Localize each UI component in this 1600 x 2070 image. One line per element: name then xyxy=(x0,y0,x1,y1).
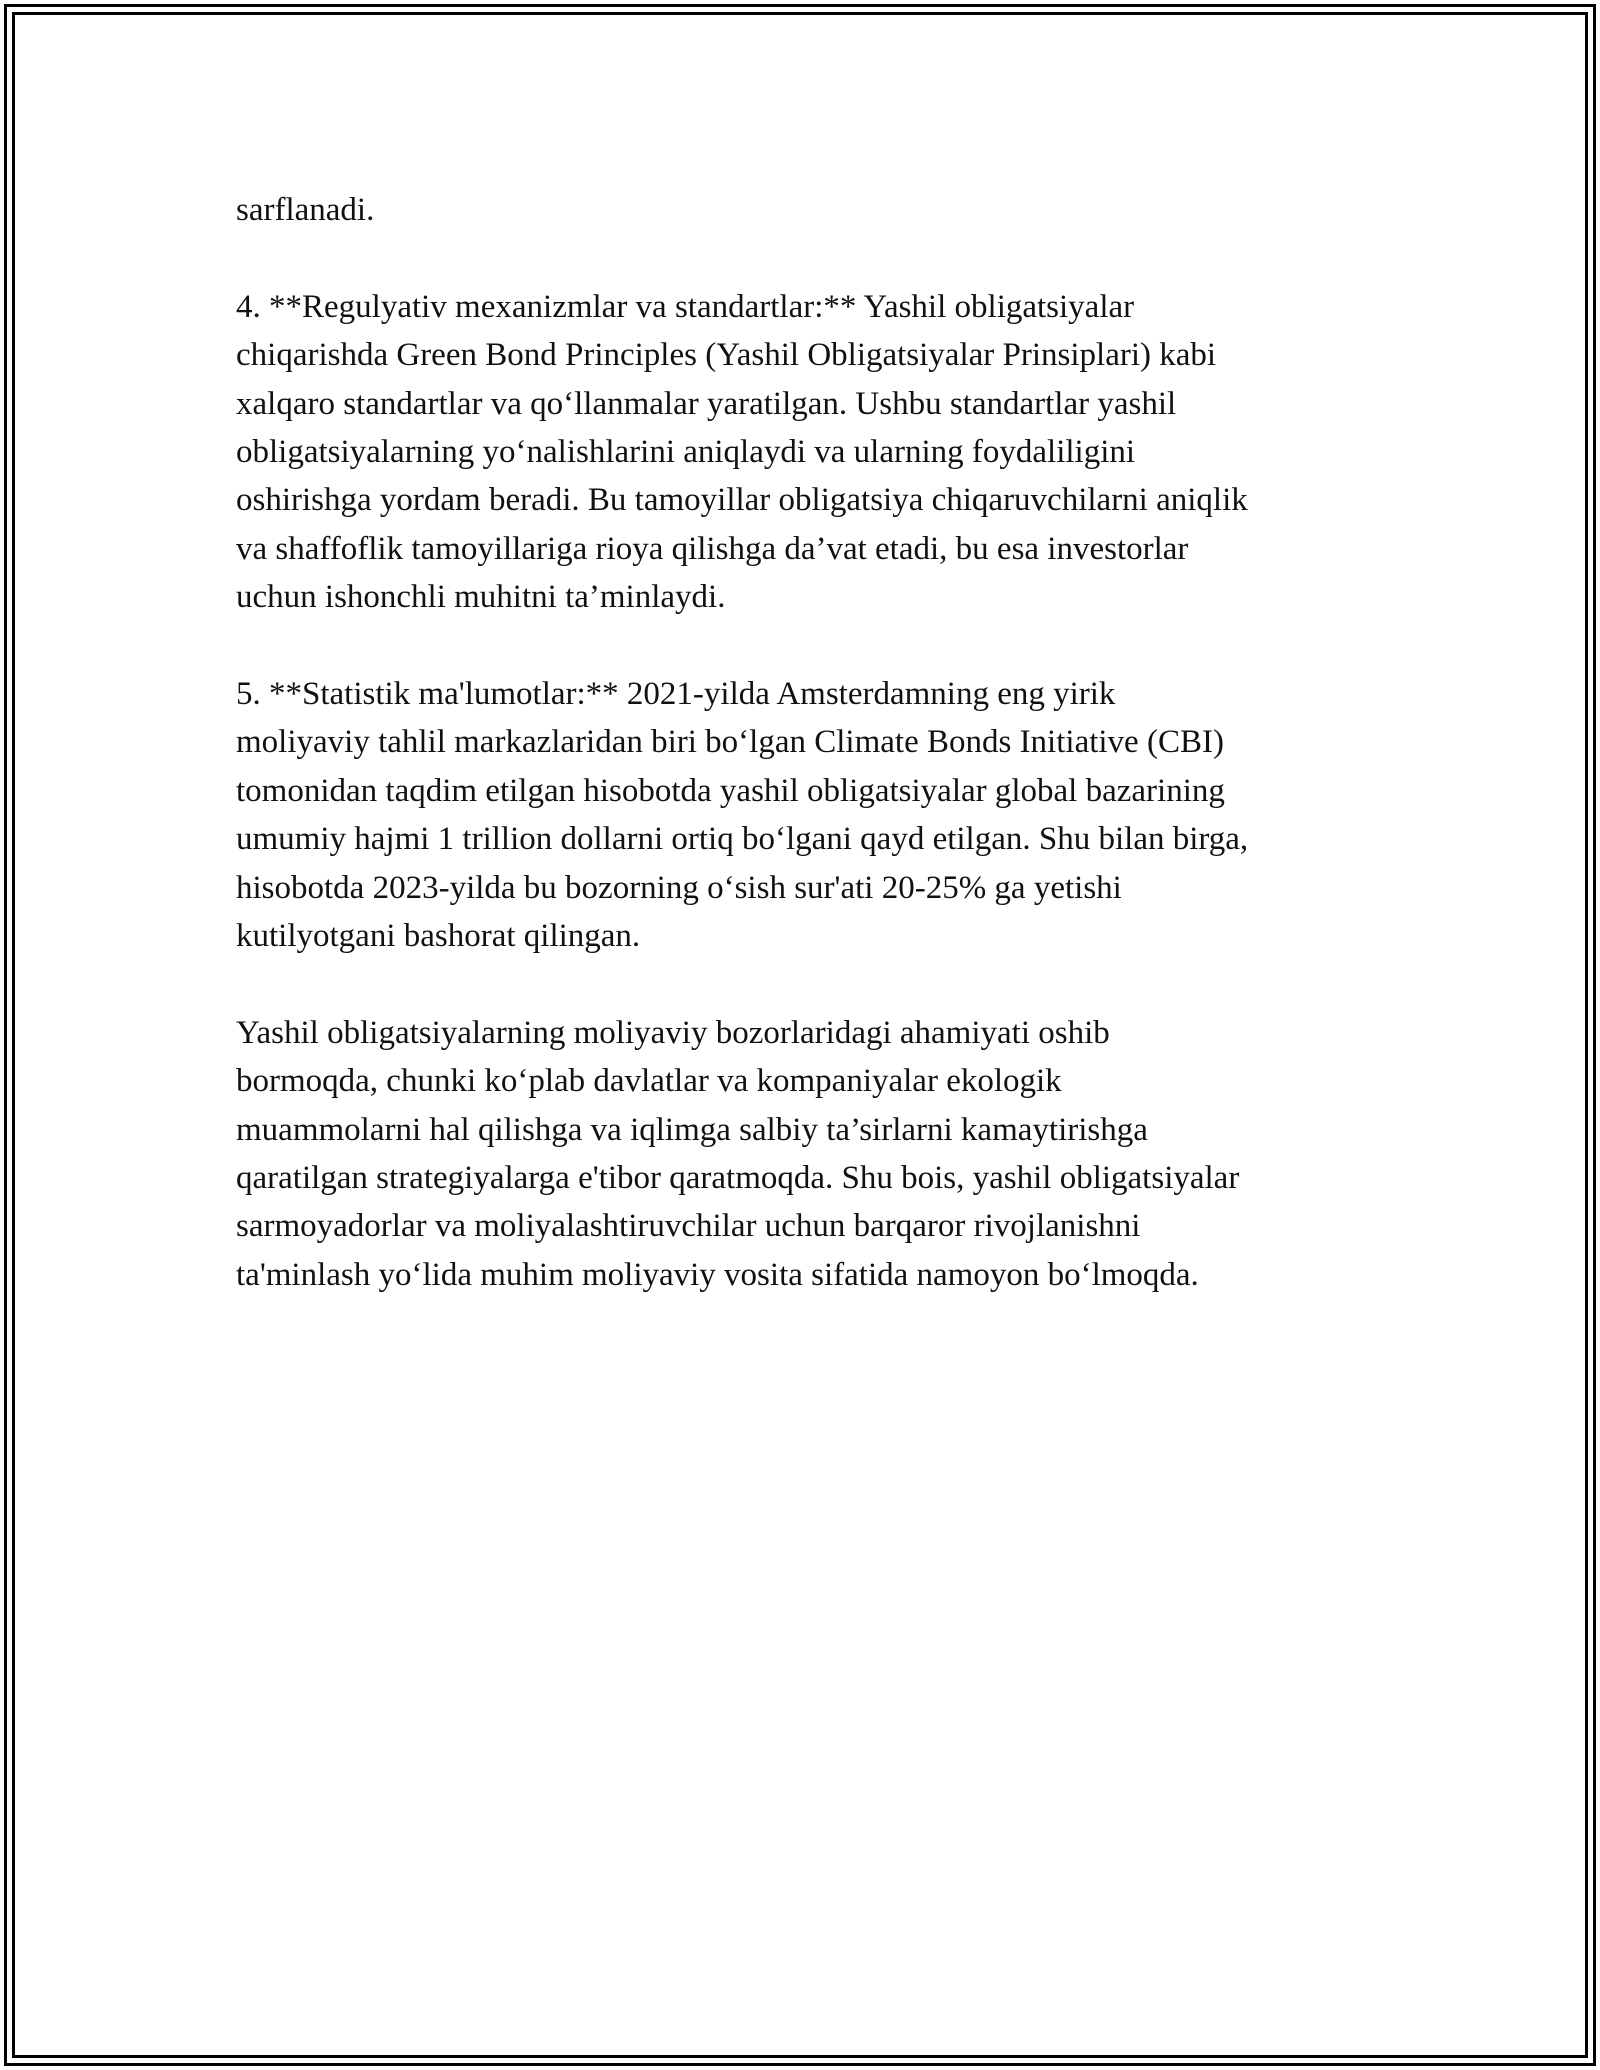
text-line: obligatsiyalarning yo‘nalishlarini aniqlaydi va ularning foydaliligini xyxy=(236,434,1136,471)
text-line: sarflanadi. xyxy=(236,192,375,228)
paragraph-regulatory-mechanisms xyxy=(236,283,1366,622)
text-line: ta'minlash yo‘lida muhim moliyaviy vosita sifatida namoyon bo‘lmoqda. xyxy=(236,1256,1199,1293)
text-line: 5. **Statistik ma'lumotlar:** 2021-yilda Amsterdamning eng yirik xyxy=(236,676,1116,713)
text-line: Yashil obligatsiyalarning moliyaviy bozorlaridagi ahamiyati oshib xyxy=(236,1014,1110,1051)
document-body xyxy=(236,186,1366,1348)
text-line: qaratilgan strategiyalarga e'tibor qaratmoqda. Shu bois, yashil obligatsiyalar xyxy=(236,1160,1240,1197)
text-line: kutilyotgani bashorat qilingan. xyxy=(236,918,641,955)
text-line: chiqarishda Green Bond Principles (Yashil Obligatsiyalar Prinsiplari) kabi xyxy=(236,337,1217,374)
text-line: uchun ishonchli muhitni ta’minlaydi. xyxy=(236,579,726,616)
text-line: va shaffoflik tamoyillariga rioya qilishga da’vat etadi, bu esa investorlar xyxy=(236,530,1189,567)
text-line: moliyaviy tahlil markazlaridan biri bo‘lgan Climate Bonds Initiative (CBI) xyxy=(236,724,1224,761)
paragraph-statistics xyxy=(236,670,1366,960)
paragraph-conclusion xyxy=(236,1009,1366,1299)
text-line: 4. **Regulyativ mexanizmlar va standartlar:** Yashil obligatsiyalar xyxy=(236,288,1135,325)
text-line: sarmoyadorlar va moliyalashtiruvchilar uchun barqaror rivojlanishni xyxy=(236,1208,1141,1245)
paragraph-continuation xyxy=(236,186,1366,234)
text-line: tomonidan taqdim etilgan hisobotda yashil obligatsiyalar global bazarining xyxy=(236,772,1225,809)
text-line: oshirishga yordam beradi. Bu tamoyillar obligatsiya chiqaruvchilarni aniqlik xyxy=(236,482,1248,519)
text-line: muammolarni hal qilishga va iqlimga salbiy ta’sirlarni kamaytirishga xyxy=(236,1111,1148,1148)
text-line: bormoqda, chunki ko‘plab davlatlar va kompaniyalar ekologik xyxy=(236,1063,1062,1100)
text-line: hisobotda 2023-yilda bu bozorning o‘sish sur'ati 20-25% ga yetishi xyxy=(236,869,1122,906)
text-line: xalqaro standartlar va qo‘llanmalar yaratilgan. Ushbu standartlar yashil xyxy=(236,385,1177,422)
text-line: umumiy hajmi 1 trillion dollarni ortiq bo‘lgani qayd etilgan. Shu bilan birga, xyxy=(236,821,1249,858)
